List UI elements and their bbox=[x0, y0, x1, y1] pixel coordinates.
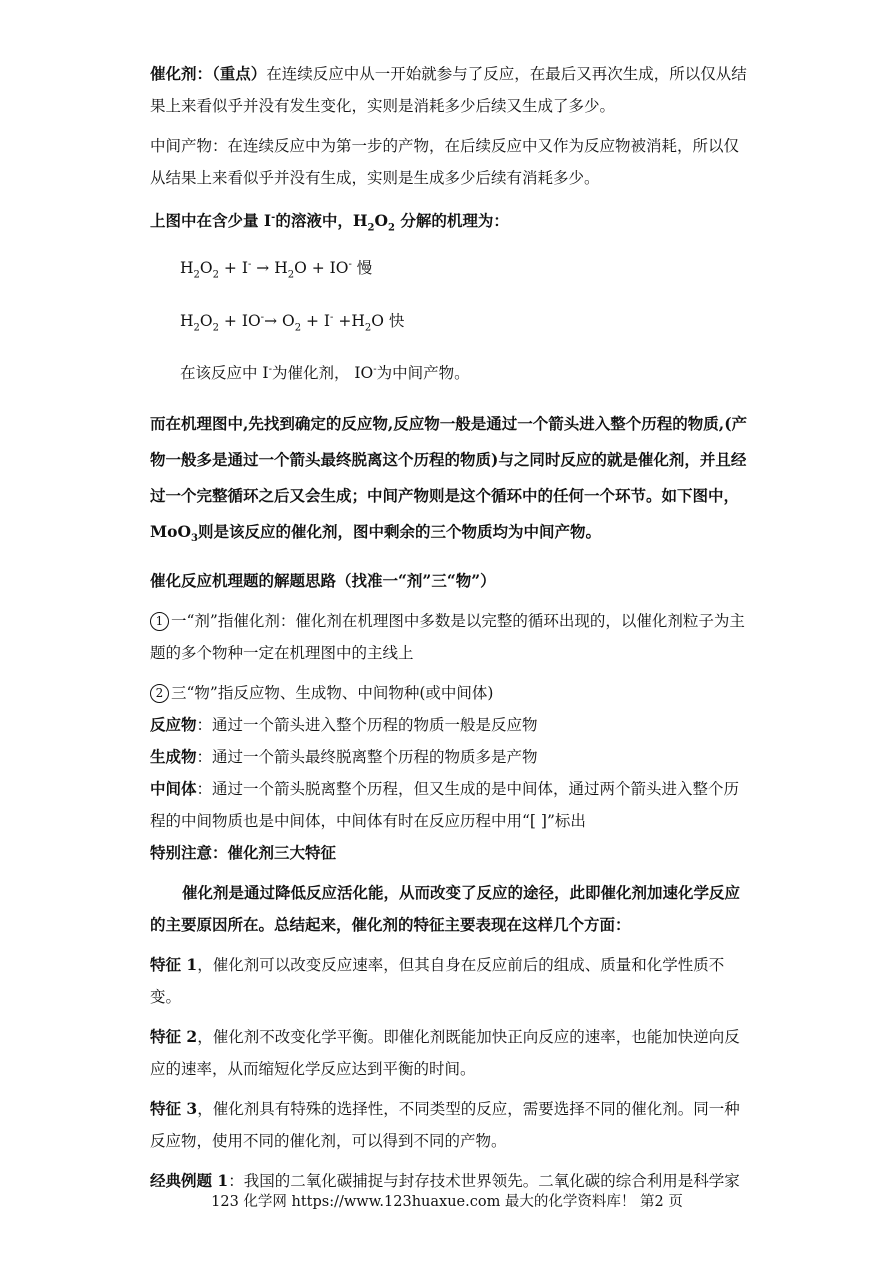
feature-label: 特征 2 bbox=[150, 1027, 198, 1046]
paragraph-catalyst-summary: 催化剂是通过降低反应活化能，从而改变了反应的途径，此即催化剂加速化学反应的主要原因所在。总结起来，催化剂的特征主要表现在这样几个方面： bbox=[150, 883, 741, 934]
circled-number-1: 1 bbox=[150, 612, 169, 631]
equation-fast-step: $H_2O_2 + IO^-\to O_2 + I^- +H_2O$ 快 bbox=[180, 311, 405, 333]
text-fragment: 三“物”指反应物、生成物、中间物种(或中间体) bbox=[171, 684, 494, 702]
paragraph-mechanism-intro: 上图中在含少量 I-的溶液中，$H_2O_2$ 分解的机理为： bbox=[150, 211, 509, 234]
term-product: 生成物 bbox=[150, 747, 197, 766]
text-fragment: ，催化剂不改变化学平衡。即催化剂既能加快正向反应的速率，也能加快逆向反应的速率，从而缩短化学反应达到平衡的时间。 bbox=[150, 1028, 740, 1078]
text-fragment: ：我国的二氧化碳捕捉与封存技术世界领先。二氧化碳的综合利用是科学家 bbox=[228, 1172, 740, 1190]
equation-slow-step: $H_2O_2 + I^- \to H_2O + IO^-$ 慢 bbox=[180, 259, 373, 281]
text-fragment: 为催化剂， IO bbox=[271, 363, 374, 382]
text-fragment: 分解的机理为： bbox=[394, 211, 509, 231]
paragraph-three-substances bbox=[150, 677, 750, 709]
formula-part: O bbox=[199, 311, 213, 330]
text-fragment: ：通过一个箭头最终脱离整个历程的物质多是产物 bbox=[196, 748, 538, 766]
formula-part: → H bbox=[251, 259, 288, 278]
text-fragment: ：通过一个箭头脱离整个历程，但又生成的是中间体，通过两个箭头进入整个历程的中间物质也是中间体，中间体有时在反应历程中用“[ ]”标出 bbox=[150, 780, 740, 830]
feature-label: 特征 3 bbox=[150, 1099, 198, 1118]
page-footer: 123 化学网 https://www.123huaxue.com 最大的化学资料库！ 第2 页 bbox=[211, 1194, 683, 1210]
text-fragment: 而在机理图中,先找到确定的反应物,反应物一般是通过一个箭头进入整个历程的物质,(产物一般多是通过一个箭头最终脱离这个历程的物质)与之同时反应的就是催化剂，并且经过一个完整循环之后又会生成；中间产物则是这个循环中的任何一个环节。如下图中，MoO bbox=[150, 413, 748, 541]
document-body bbox=[150, 58, 750, 1197]
formula-part: H bbox=[180, 259, 194, 278]
text-fragment: ，催化剂具有特殊的选择性，不同类型的反应，需要选择不同的催化剂。同一种反应物，使用不同的催化剂，可以得到不同的产物。 bbox=[150, 1100, 740, 1150]
paragraph-catalyst-point bbox=[150, 605, 750, 669]
heading-special-note: 特别注意：催化剂三大特征 bbox=[150, 843, 337, 862]
paragraph-reactant bbox=[150, 709, 750, 741]
formula-part: +H bbox=[333, 311, 365, 330]
text-fragment: 在该反应中 I bbox=[180, 363, 269, 382]
paragraph-intermediate bbox=[150, 773, 750, 837]
paragraph-feature-1 bbox=[150, 949, 750, 1013]
text-fragment: 为中间产物。 bbox=[376, 363, 470, 382]
heading-solving-approach: 催化反应机理题的解题思路（找准一“剂”三“物”） bbox=[150, 571, 496, 590]
paragraph-feature-2 bbox=[150, 1021, 750, 1085]
paragraph-intermediate-definition: 中间产物：在连续反应中为第一步的产物，在后续反应中又作为反应物被消耗，所以仅从结果上来看似乎并没有生成，实则是生成多少后续有消耗多少。 bbox=[150, 137, 740, 187]
formula-part: → O bbox=[264, 311, 295, 330]
formula-part: + I bbox=[219, 259, 248, 278]
paragraph-catalyst-definition bbox=[150, 58, 750, 122]
circled-number-2: 2 bbox=[150, 684, 169, 703]
catalyst-definition-text: 在连续反应中从一开始就参与了反应，在最后又再次生成，所以仅从结果上来看似乎并没有发生变化，实则是消耗多少后续又生成了多少。 bbox=[150, 65, 747, 115]
feature-label: 特征 1 bbox=[150, 955, 198, 974]
formula-part: 慢 bbox=[351, 259, 373, 278]
formula-part: O bbox=[199, 259, 213, 278]
formula-part: H bbox=[180, 311, 194, 330]
text-fragment: 则是该反应的催化剂，图中剩余的三个物质均为中间产物。 bbox=[197, 521, 601, 541]
text-fragment: O bbox=[374, 211, 388, 231]
example-label: 经典例题 1 bbox=[150, 1171, 229, 1190]
formula-part: + IO bbox=[219, 311, 261, 330]
paragraph-product bbox=[150, 741, 750, 773]
paragraph-catalyst-identification: 在该反应中 I-为催化剂， IO-为中间产物。 bbox=[180, 363, 470, 382]
text-fragment: 的溶液中，H bbox=[275, 211, 368, 231]
formula-part: + I bbox=[301, 311, 331, 330]
term-catalyst: 催化剂：（重点） bbox=[150, 64, 267, 83]
formula-part: O + IO bbox=[294, 259, 349, 278]
term-intermediate: 中间体 bbox=[150, 779, 197, 798]
paragraph-feature-3 bbox=[150, 1093, 750, 1157]
text-fragment: 一“剂”指催化剂：催化剂在机理图中多数是以完整的循环出现的，以催化剂粒子为主题的多个物种一定在机理图中的主线上 bbox=[150, 612, 745, 662]
paragraph-mechanism-method: 而在机理图中,先找到确定的反应物,反应物一般是通过一个箭头进入整个历程的物质,(产物一般多是通过一个箭头最终脱离这个历程的物质)与之同时反应的就是催化剂，并且经过一个完整循环之后又会生成；中间产物则是这个循环中的任何一个环节。如下图中，MoO$_3$则是该反应的催化剂，图中剩余的三个物质均为中间产物。 bbox=[150, 413, 748, 544]
text-fragment: 上图中在含少量 I bbox=[150, 211, 272, 231]
text-fragment: ：通过一个箭头进入整个历程的物质一般是反应物 bbox=[196, 716, 538, 734]
text-fragment: ，催化剂可以改变反应速率，但其自身在反应前后的组成、质量和化学性质不变。 bbox=[150, 956, 725, 1006]
term-reactant: 反应物 bbox=[150, 715, 197, 734]
formula-part: O 快 bbox=[371, 311, 405, 330]
